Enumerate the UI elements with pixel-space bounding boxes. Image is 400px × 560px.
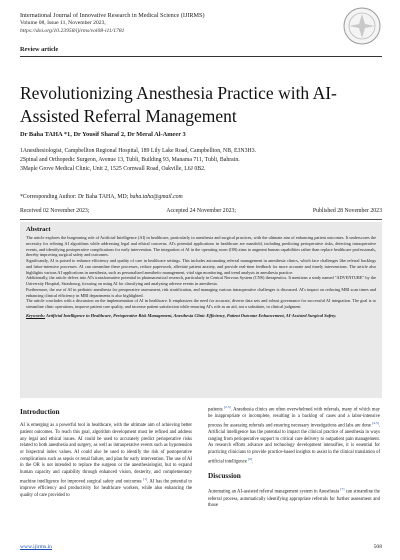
abstract-paragraph: The article concludes with a discussion on the implementation of AI in healthcare. It emphasizes the need for accurate, diverse data sets and robust governance for successful AI integration. The goal is to streamline clinic operations, improve patient care quality, and increase patient satisfaction while ensuring AI's role as an aid, not a substitute, in clinical judgment. (26, 298, 376, 310)
citation-link[interactable]: [4,5] (372, 420, 379, 425)
abstract-paragraph: Significantly, AI is poised to enhance efficiency and quality of care in healthcare settings. This includes automating referral management in anesthesia clinics, which face challenges like referral backlogs and labor-intensive processes. AI can streamline these processes, reduce paperwork, alleviate patient anxiety, and provide real-time feedback for more accurate and timely interventions. The article also highlights various AI applications in anesthesia, such as personalized anesthetic management, vital sign monitoring, and trend analysis in anesthesia practice. (26, 258, 376, 275)
article-title: Revolutionizing Anesthesia Practice with AI-Assisted Referral Management (20, 83, 337, 126)
introduction-paragraph-continued: patients [2,3]. Anesthesia clinics are often overwhelmed with referrals, many of which may be inappropriate or incomplete, resulting in a backlog of cases and a labor-intensive process for assessing referrals and ensuring necessary investigations and labs are done [4,5]. Artificial intelligence has the potential to impact the clinical practice of anesthesia in ways ranging from perioperative support to critical care delivery to outpatient pain management. As research efforts advance and technology development intensifies, it is essential for practicing clinicians to provide practice-based insights to assist in the clinical translation of artificial intelligence [6]. (208, 405, 380, 465)
affiliation-1: 1Anesthesiologist, Campbellton Regional Hospital, 189 Lily Lake Road, Campbellton, NB, E3N3H3. (20, 148, 257, 154)
citation-link[interactable]: [2,3] (224, 405, 231, 409)
journal-website-link[interactable]: www.ijirms.in (20, 544, 52, 550)
body-column-left (20, 405, 192, 501)
date-received: Received 02 November 2023; (20, 208, 90, 214)
corresponding-author (20, 194, 183, 200)
corresponding-author-label: *Corresponding Author: Dr Baha TAHA, MD; (20, 194, 129, 200)
corresponding-email[interactable]: baha.taha@gmail.com (129, 194, 183, 200)
discussion-heading: Discussion (208, 471, 241, 481)
affiliations (20, 147, 382, 174)
keywords-text: Artificial Intelligence in Healthcare, Perioperative Risk Management, Anesthesia Clinic Efficiency, Patient Outcome Enhancement, AI-Assisted Surgical Safety. (45, 312, 337, 318)
journal-header (20, 12, 382, 35)
journal-volume: Volume 08, Issue 11, November 2023, (20, 20, 106, 27)
citation-link[interactable]: [1] (143, 476, 148, 481)
journal-name: International Journal of Innovative Research in Medical Science (IJIRMS) (20, 12, 205, 19)
date-accepted: Accepted 24 November 2023; (166, 208, 236, 214)
abstract-section (20, 222, 382, 398)
introduction-heading: Introduction (20, 407, 60, 416)
article-dates (20, 208, 382, 214)
affiliation-3: 3Maple Grove Medical Clinic, Unit 2, 1525 Cornwall Road, Oakville, L6J 0B2. (20, 165, 206, 172)
article-type-label: Review article (20, 46, 59, 53)
keywords-label: Keywords: (26, 312, 46, 318)
body-column-right (208, 405, 380, 512)
date-published: Published 28 November 2023 (312, 208, 382, 214)
abstract-paragraph: The article explores the burgeoning role of Artificial Intelligence (AI) in healthcare, particularly in anesthesia and surgical practices, with the ultimate aim of enhancing patient outcomes. It underscores the necessity for refining AI algorithms while addressing legal and ethical concerns. AI's potential applications in healthcare are manifold, including predicting perioperative risks, detecting intraoperative events, and identifying postoperative complications for early intervention. The integration of AI in the operating room (OR) aims to augment human capabilities rather than replace healthcare professionals, thereby improving surgical safety and outcomes. (26, 235, 376, 258)
author-list: Dr Baha TAHA *1, Dr Yousif Sharaf 2, Dr Meral Al-Ameer 3 (20, 131, 186, 138)
abstract-paragraph: Additionally, the article delves into AI's transformative potential in pharmaceutical research, particularly in Central Nervous System (CNS) therapeutics. It mentions a study named "ADVENTURE" by the University Hospital, Strasbourg, focusing on using AI for classifying and analyzing adverse events in anesthesia. (26, 275, 376, 287)
affiliation-2: 2Spinal and Orthopedic Surgeon, Avenue 13, Tubli, Building 93, Manama 711, Tubli, Bahrain. (20, 156, 240, 163)
abstract-heading: Abstract (26, 226, 51, 233)
page-number: 508 (373, 544, 382, 550)
keywords (26, 313, 376, 319)
abstract-paragraph: Furthermore, the use of AI in pediatric anesthesia for preoperative assessment, risk stratification, and managing various intraoperative challenges is discussed. AI's impact on reducing MRI scan times and enhancing clinical efficiency in MRI departments is also highlighted. (26, 286, 376, 298)
introduction-paragraph: AI is emerging as a powerful tool in healthcare, with the ultimate aim of achieving better patient outcomes. To reach this goal, algorithm development must be refined and address any legal and ethical issues. AI could be used to accurately predict perioperative risks related to both anesthesia and surgery, as well as intraoperative events such as hypotension or bispectral index values. AI could also be used to identify the risk of postoperative complications such as sepsis or renal failure, and plan for early intervention. The use of AI in the OR is not intended to replace the surgeon or the anesthesiologist, but to expand human capacity and capability through enhanced vision, dexterity, and complementary machine intelligence for improved surgical safety and outcomes [1]. AI has the potential to improve efficiency and productivity for healthcare workers, while also enhancing the quality of care provided to (20, 423, 192, 498)
page-footer (20, 544, 382, 550)
journal-logo-icon (342, 6, 382, 46)
discussion-paragraph: Automating an AI-assisted referral management system in Anesthesia [7] can streamline the referral process, automatically identifying appropriate referrals for further assessment and those (208, 487, 380, 509)
citation-link[interactable]: [6] (248, 456, 253, 461)
dates-divider (20, 219, 382, 220)
citation-link[interactable]: [7] (340, 487, 345, 492)
journal-doi[interactable]: https://doi.org/10.23958/ijirms/vol08-i11/1781 (20, 27, 125, 34)
header-divider (20, 56, 382, 57)
